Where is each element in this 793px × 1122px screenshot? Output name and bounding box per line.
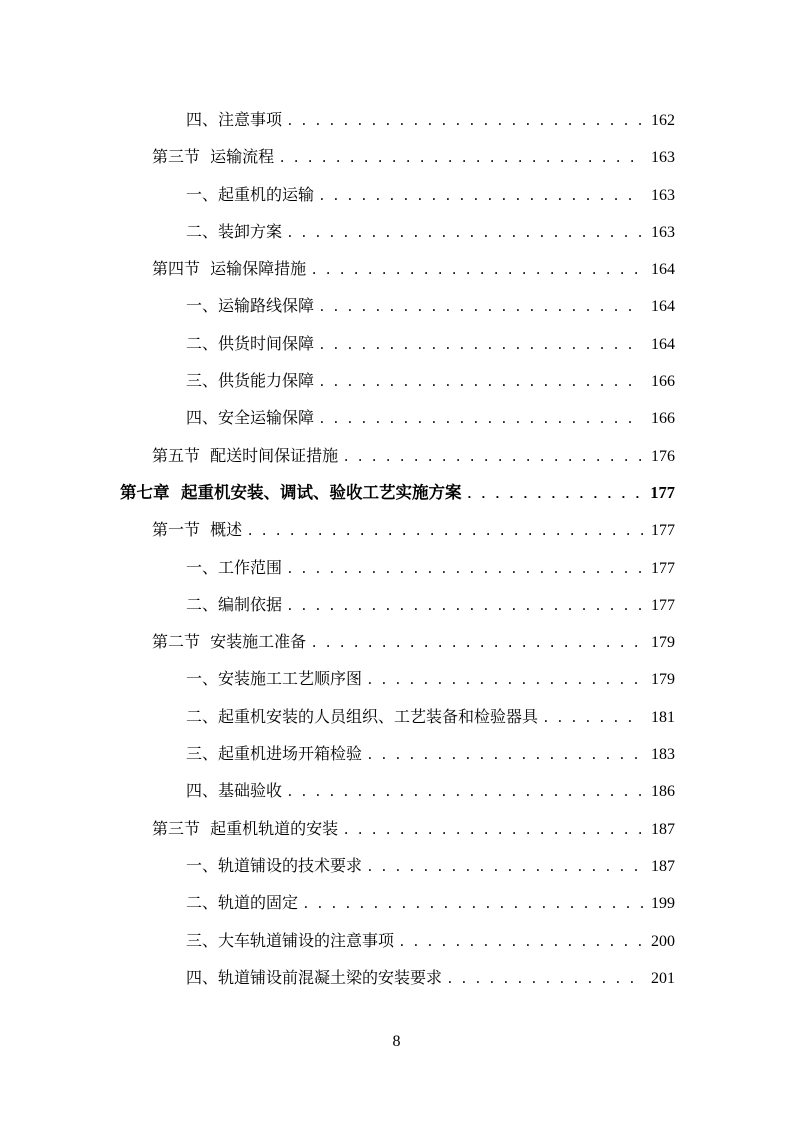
- toc-dot-leader: [278, 140, 643, 177]
- toc-entry-title: 第二节 安装施工准备: [152, 632, 307, 652]
- toc-dot-leader: [446, 961, 643, 998]
- toc-entry-chapter[interactable]: [0, 474, 793, 511]
- toc-dot-leader: [398, 924, 643, 961]
- toc-entry-page: 177: [651, 596, 675, 614]
- toc-entry-section[interactable]: [0, 437, 793, 474]
- toc-entry-section[interactable]: [0, 810, 793, 847]
- toc-entry-title: 第三节 起重机轨道的安装: [152, 818, 339, 838]
- toc-entry-title: 二、轨道的固定: [186, 893, 299, 913]
- toc-entry-page: 164: [651, 335, 675, 353]
- toc-entry-page: 199: [651, 895, 675, 913]
- toc-entry-title: 二、起重机安装的人员组织、工艺装备和检验器具: [186, 706, 539, 726]
- toc-dot-leader: [366, 662, 643, 699]
- toc-entry-title: 一、安装施工工艺顺序图: [186, 669, 363, 689]
- toc-entry-page: 187: [651, 857, 675, 875]
- toc-dot-leader: [246, 513, 643, 550]
- toc-entry-item[interactable]: [0, 325, 793, 362]
- toc-entry-page: 164: [651, 298, 675, 316]
- toc-entry-page: 162: [651, 112, 675, 129]
- toc-entry-page: 183: [651, 746, 675, 764]
- toc-dot-leader: [318, 289, 643, 326]
- toc-dot-leader: [366, 849, 643, 886]
- toc-dot-leader: [318, 364, 643, 401]
- toc-entry-item[interactable]: [0, 772, 793, 809]
- toc-dot-leader: [286, 215, 643, 252]
- toc-entry-page: 166: [651, 410, 675, 428]
- toc-dot-leader: [286, 103, 643, 140]
- page-number: 8: [392, 1033, 401, 1050]
- toc-entry-title: 一、轨道铺设的技术要求: [186, 855, 363, 875]
- toc-entry-title: 四、注意事项: [186, 110, 283, 129]
- toc-entry-item[interactable]: [0, 660, 793, 697]
- toc-entry-page: 200: [651, 932, 675, 950]
- toc-entry-title: 第三节 运输流程: [152, 147, 275, 167]
- toc-entry-page: 176: [651, 447, 675, 465]
- toc-entry-page: 163: [651, 149, 675, 167]
- toc-entry-item[interactable]: [0, 101, 793, 138]
- toc-dot-leader: [310, 625, 643, 662]
- toc-entry-page: 164: [651, 261, 675, 279]
- toc-entry-title: 一、运输路线保障: [186, 296, 315, 316]
- toc-dot-leader: [542, 700, 643, 737]
- toc-entry-title: 二、供货时间保障: [186, 333, 315, 353]
- toc-entry-page: 179: [651, 634, 675, 652]
- toc-entry-page: 177: [651, 522, 675, 540]
- toc-entry-item[interactable]: [0, 399, 793, 436]
- toc-entry-page: 181: [651, 708, 675, 726]
- toc-entry-page: 201: [651, 969, 675, 987]
- toc-dot-leader: [318, 401, 643, 438]
- toc-dot-leader: [286, 551, 643, 588]
- toc-dot-leader: [366, 737, 643, 774]
- toc-dot-leader: [286, 588, 643, 625]
- toc-entry-title: 三、供货能力保障: [186, 371, 315, 391]
- toc-entry-title: 第七章 起重机安装、调试、验收工艺实施方案: [120, 482, 462, 502]
- toc-entry-title: 一、工作范围: [186, 557, 283, 577]
- toc-entry-title: 第四节 运输保障措施: [152, 259, 307, 279]
- toc-entry-title: 第五节 配送时间保证措施: [152, 445, 339, 465]
- toc-entry-item[interactable]: [0, 847, 793, 884]
- toc-entry-page: 177: [651, 559, 675, 577]
- toc-entry-title: 第一节 概述: [152, 520, 243, 540]
- toc-entry-section[interactable]: [0, 250, 793, 287]
- toc-entry-page: 166: [651, 373, 675, 391]
- toc-entry-title: 二、装卸方案: [186, 221, 283, 241]
- toc-dot-leader: [466, 476, 644, 513]
- toc-entry-page: 186: [651, 783, 675, 801]
- toc-entry-item[interactable]: [0, 362, 793, 399]
- toc-entry-section[interactable]: [0, 623, 793, 660]
- toc-entry-item[interactable]: [0, 698, 793, 735]
- toc-entry-title: 四、安全运输保障: [186, 408, 315, 428]
- toc-entry-title: 一、起重机的运输: [186, 184, 315, 204]
- toc-dot-leader: [318, 327, 643, 364]
- toc-entry-item[interactable]: [0, 176, 793, 213]
- toc-dot-leader: [342, 812, 643, 849]
- toc-dot-leader: [342, 439, 643, 476]
- toc-entry-title: 四、基础验收: [186, 781, 283, 801]
- toc-dot-leader: [318, 178, 643, 215]
- toc-entry-page: 163: [651, 186, 675, 204]
- toc-dot-leader: [310, 252, 643, 289]
- toc-entry-item[interactable]: [0, 586, 793, 623]
- toc-dot-leader: [302, 886, 643, 923]
- toc-entry-item[interactable]: [0, 549, 793, 586]
- toc-entry-title: 四、轨道铺设前混凝土梁的安装要求: [186, 967, 443, 987]
- toc-entry-page: 187: [651, 820, 675, 838]
- table-of-contents: [0, 101, 793, 996]
- toc-entry-page: 179: [651, 671, 675, 689]
- toc-dot-leader: [286, 774, 643, 811]
- toc-entry-page: 163: [651, 223, 675, 241]
- toc-entry-title: 二、编制依据: [186, 594, 283, 614]
- toc-entry-item[interactable]: [0, 959, 793, 996]
- toc-entry-section[interactable]: [0, 511, 793, 548]
- toc-entry-title: 三、大车轨道铺设的注意事项: [186, 930, 395, 950]
- toc-entry-item[interactable]: [0, 884, 793, 921]
- toc-entry-item[interactable]: [0, 735, 793, 772]
- toc-entry-item[interactable]: [0, 922, 793, 959]
- toc-entry-item[interactable]: [0, 287, 793, 324]
- toc-entry-page: 177: [650, 482, 675, 502]
- toc-entry-title: 三、起重机进场开箱检验: [186, 744, 363, 764]
- toc-entry-item[interactable]: [0, 213, 793, 250]
- toc-entry-section[interactable]: [0, 138, 793, 175]
